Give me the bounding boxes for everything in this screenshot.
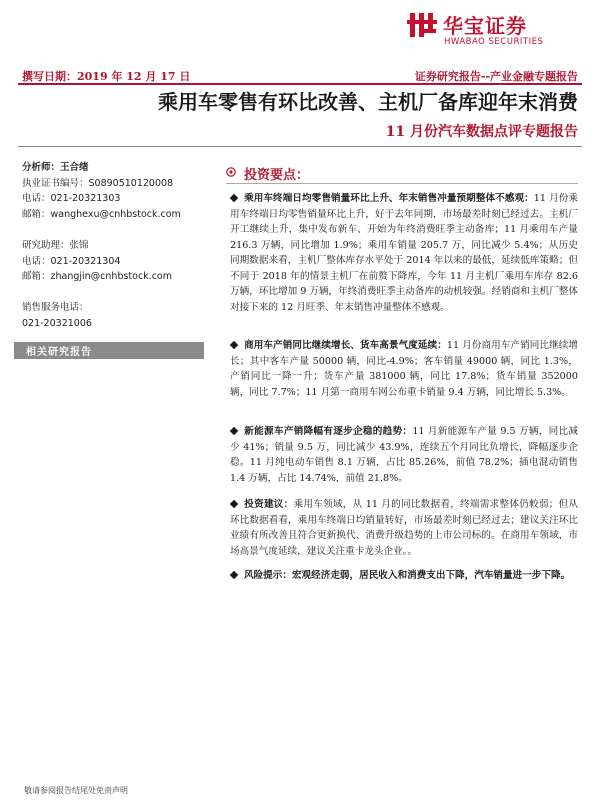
paragraph-body: 11 月份商用车产销同比继续增长；其中客车产量 50000 辆，同比-4.9%；客车销量 49000 辆，同比 1.3%，产销同比一降一升；货车产量 381000 辆，同比 17.8%；货车销量 352000 辆，同比 7.7%；11 月第一商用车网公布重卡销量 9.4 万辆，同比增长 5.3%。	[230, 340, 578, 398]
paragraph-lead: 乘用车终端日均零售销量环比上升、年末销售冲量预期整体不感观：	[244, 193, 534, 204]
paragraph-lead: 新能源车产销降幅有逐步企稳的趋势：	[244, 426, 413, 437]
related-reports-bar	[14, 342, 204, 359]
highlight-paragraph	[230, 568, 578, 584]
brand-name-cn: 华宝证券	[443, 14, 527, 38]
title-divider	[18, 146, 582, 147]
report-type: 证券研究报告--产业金融专题报告	[414, 70, 578, 83]
section-divider	[226, 183, 578, 184]
report-subtitle: 11 月份汽车数据点评专题报告	[385, 124, 578, 140]
paragraph-body: 11 月份乘用车终端日均零售销量环比上升，好于去年同期，市场最差时刻已经过去。主机厂开工继续上升，集中发布新车、开始为年终消费旺季主动备库；11 月乘用车产量 216.3 万辆，同比增加 1.9%；乘用车销量 205.7 万，同比减少 5.4%；从历史同期数据来看，主机厂整体库存水平处于 2014 年以来的最低，延续低库策略；但不同于 2018 年的情景主机厂在前赘下降库，今年 11 月主机厂乘用车库存 82.6 万辆，环比增加 9 万辆，年终消费旺季主动备库的动机较强。经销商和主机厂整体对接下来的 12 月旺季、年末销售冲量整体不感观。	[230, 193, 578, 313]
assistant-phone: 电话：021-20321304	[22, 255, 121, 267]
brand-name-en: HWABAO SECURITIES	[444, 37, 544, 47]
related-reports-label: 相关研究报告	[26, 347, 92, 358]
target-icon	[226, 167, 236, 177]
highlight-paragraph	[230, 424, 578, 486]
paragraph-lead: 投资建议：	[244, 499, 294, 510]
paragraph-body: 乘用车领域，从 11 月的同比数据看，终端需求整体仍較弱；但从环比数据看看，乘用车终端日均销量转好，市场最差时刻已经过去；建议关注环比业绩有所改善且符合更新换代、消费升级趋势的上市公司标的。在商用车领域，市场高景气度延续，建议关注重卡龙头企业。。	[230, 499, 579, 557]
assistant-name: 研究助理：张锦	[22, 239, 89, 251]
disclaimer-footer: 敬请参阅报告结尾处免责声明	[24, 786, 128, 795]
bullet-diamond-icon	[230, 427, 238, 435]
report-date: 撰写日期：2019 年 12 月 17 日	[22, 70, 191, 83]
assistant-email[interactable]: 邮箱：zhangjin@cnhbstock.com	[22, 271, 172, 283]
hwabao-logo-icon	[407, 10, 437, 40]
header-divider	[18, 83, 582, 85]
bullet-diamond-icon	[230, 500, 238, 508]
sales-label: 销售服务电话：	[22, 302, 89, 314]
highlight-paragraph	[230, 497, 578, 559]
report-title: 乘用车零售有环比改善、主机厂备库迎年末消费	[158, 90, 578, 114]
analyst-name: 分析师：王合绪	[22, 162, 89, 173]
bullet-diamond-icon	[230, 571, 238, 579]
section-label: 投资要点：	[244, 168, 310, 183]
analyst-phone: 电话：021-20321303	[22, 193, 121, 205]
bullet-diamond-icon	[230, 341, 238, 349]
analyst-sidebar	[22, 160, 207, 332]
report-meta	[22, 68, 578, 84]
paragraph-lead: 商用车产销同比继续增长、货车高景气度延续：	[244, 340, 447, 351]
analyst-license: 执业证书编号：S0890510120008	[22, 177, 174, 189]
paragraph-lead: 风险提示：宏观经济走弱，居民收入和消费支出下降，汽车销量进一步下降。	[244, 570, 571, 581]
sales-phone: 021-20321006	[22, 317, 92, 329]
brand-logo	[407, 10, 577, 48]
paragraph-body: 11 月新能源车产量 9.5 万辆，同比减少 41%；销量 9.5 万，同比减少 43.9%，连续五个月同比负增长，降幅逐步企稳。11 月纯电动车销售 8.1 万辆，占比 85.26%，前值 78.2%；插电混动销售 1.4 万辆，占比 14.74%，前值 21.8%。	[230, 426, 578, 484]
bullet-diamond-icon	[230, 194, 238, 202]
analyst-email[interactable]: 邮箱：wanghexu@cnhbstock.com	[22, 208, 181, 220]
highlight-paragraph	[230, 338, 578, 400]
highlight-paragraph	[230, 191, 578, 315]
